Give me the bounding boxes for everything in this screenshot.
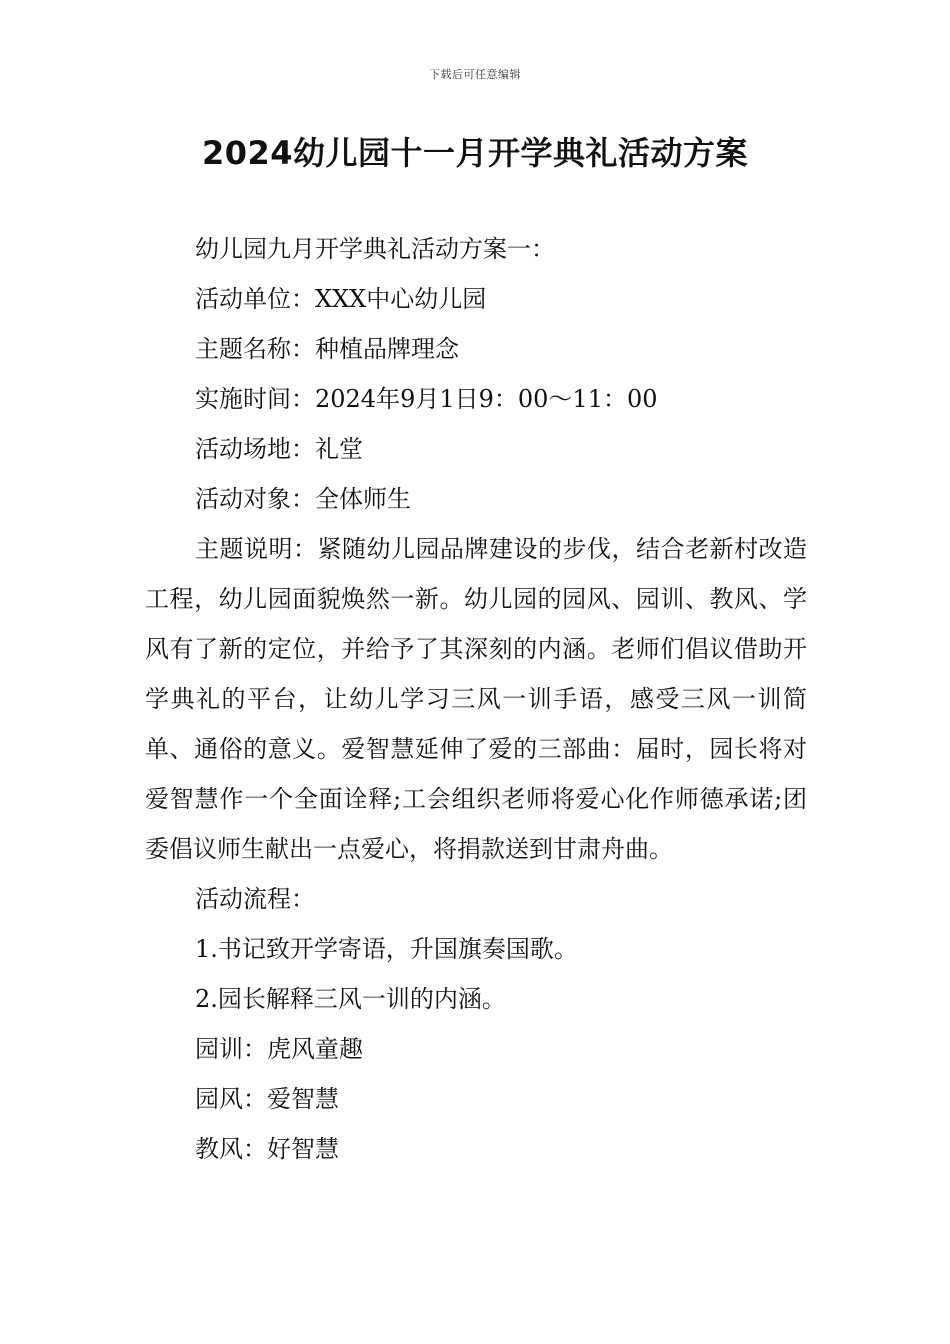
- paragraph-unit: 活动单位：XXX中心幼儿园: [195, 285, 487, 313]
- paragraph-theme-name: 主题名称：种植品牌理念: [195, 335, 459, 363]
- paragraph-process-step-1: 1.书记致开学寄语，升国旗奏国歌。: [195, 935, 578, 963]
- paragraph-process-step-2: 2.园长解释三风一训的内涵。: [195, 985, 506, 1013]
- paragraph-venue: 活动场地：礼堂: [195, 435, 363, 463]
- paragraph-audience: 活动对象：全体师生: [195, 485, 411, 513]
- paragraph-yuanfeng: 园风：爱智慧: [195, 1085, 339, 1113]
- paragraph-yuanxun: 园训：虎风童趣: [195, 1035, 363, 1063]
- header-note: 下载后可任意编辑: [429, 68, 521, 81]
- paragraph-theme-description: 主题说明：紧随幼儿园品牌建设的步伐，结合老新村改造工程，幼儿园面貌焕然一新。幼儿园的园风、园训、教风、学风有了新的定位，并给予了其深刻的内涵。老师们倡议借助开学典礼的平台，让幼儿学习三风一训手语，感受三风一训简单、通俗的意义。爱智慧延伸了爱的三部曲：届时，园长将对爱智慧作一个全面诠释;工会组织老师将爱心化作师德承诺;团委倡议师生献出一点爱心，将捐款送到甘肃舟曲。: [145, 535, 807, 863]
- paragraph-intro: 幼儿园九月开学典礼活动方案一：: [195, 235, 555, 263]
- document-body: [145, 224, 807, 1174]
- paragraph-process-heading: 活动流程：: [195, 885, 315, 913]
- document-title: 2024幼儿园十一月开学典礼活动方案: [201, 134, 749, 172]
- paragraph-jiaofeng: 教风：好智慧: [195, 1135, 339, 1163]
- paragraph-time: 实施时间：2024年9月1日9：00～11：00: [195, 385, 658, 413]
